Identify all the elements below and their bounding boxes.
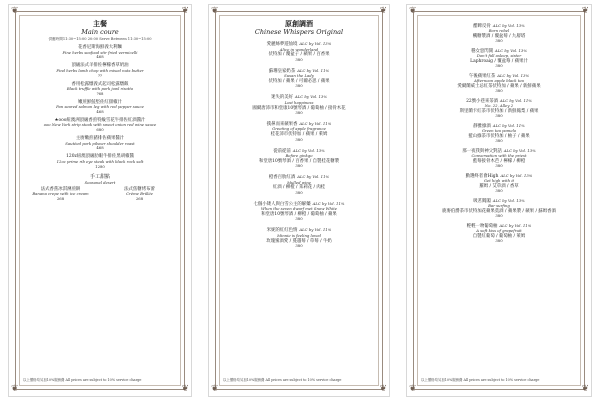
cocktail-name: 勤選終者會High	[465, 173, 499, 179]
dish-list	[21, 45, 179, 169]
cocktail-item	[419, 224, 579, 244]
dish-price: 468	[96, 145, 104, 151]
cocktail-name-en: Don't fall asleep, sister	[476, 53, 522, 58]
cocktail-abv: ALC by Vol. 11%	[299, 120, 332, 126]
page-title: 主餐	[93, 19, 107, 28]
cocktail-name: 七個小矮人與白雪公主的解藥	[253, 201, 311, 207]
cocktail-name-en: Susan the Lady	[284, 73, 314, 79]
cocktail-abv: ALC by Vol. 13%	[292, 147, 325, 153]
dish-name-en: Pan seared salmon leg with red pepper sauce	[56, 104, 144, 110]
cocktail-abv: ALC by Vol. 11%	[492, 122, 525, 128]
cocktail-ingredients: 藍莓接骨木芭 / 檸檬 / 柳橙	[472, 158, 526, 164]
cocktail-item	[419, 24, 579, 44]
cocktail-name: 靜雅綠酒	[473, 123, 491, 129]
corner-ornament-icon: ❦	[581, 384, 589, 394]
corner-ornament-icon: ❦	[379, 384, 387, 394]
cocktail-item	[419, 174, 579, 194]
cocktail-abv: ALC by Vol. 13%	[497, 72, 530, 78]
dish-price: 468	[96, 54, 104, 60]
cocktail-ingredients: 和堂唐10號琴酒 / 柳橙 / 葡萄柚 / 蘋果	[261, 211, 337, 217]
cocktail-abv: ALC by Vol. 13%	[495, 47, 527, 53]
cocktail-name-en: Minnie is feeling loved	[277, 232, 321, 238]
cocktail-ingredients: 紅酒 / 柳橙 / 茉莉花 / 肉桂	[272, 185, 326, 191]
menu-page-main-course	[8, 4, 192, 397]
cocktail-ingredients: 愛爾蘭威士忌紅茶伏特加 / 蘋果 / 新鮮蘋果	[457, 83, 541, 89]
cocktail-price: 380	[295, 109, 303, 115]
cocktail-content	[419, 19, 579, 384]
dessert-name-en: Crème Brûlée	[126, 190, 153, 196]
cocktail-price: 380	[295, 242, 303, 248]
cocktail-name-en: Mulled wine	[287, 179, 311, 185]
cocktail-name-en: When the seven dwarf met Snow White	[261, 206, 337, 212]
dish-price: ??	[97, 72, 103, 78]
cocktail-name-en: Conversation with the priest	[471, 153, 527, 158]
dessert-list	[21, 187, 179, 202]
dessert-price: 268	[135, 195, 144, 201]
dessert-name-en: Banana crepe with ice cream	[32, 190, 89, 196]
dish-name-zh: 主廚嫩煎豬排佐蘋果醬汁	[75, 136, 125, 142]
cocktail-price: 380	[295, 216, 303, 222]
corner-ornament-icon: ❦	[181, 6, 189, 16]
cocktail-price: 380	[495, 163, 503, 169]
cocktail-item	[419, 49, 579, 69]
menu-item	[21, 63, 179, 78]
cocktail-ingredients: 伏特加 / 蘋果 / 可爾必思 / 蘋果	[268, 78, 330, 84]
cocktail-name: 午後蘋果紅茶	[468, 73, 496, 79]
dish-price: 1280	[95, 163, 105, 169]
dish-price: 680	[96, 127, 104, 133]
cocktail-name: 穩女惡閃開	[471, 48, 494, 54]
corner-ornament-icon: ❦	[581, 6, 589, 16]
service-charge-note: 以上價格均另加10%服務費 All prices are subject to 10% service charge	[23, 378, 142, 382]
cocktail-name-en: No. 22, Alley 2	[484, 103, 514, 108]
cocktail-item	[419, 99, 579, 119]
corner-ornament-icon: ❦	[211, 6, 219, 16]
cocktail-abv: ALC by Vol. 13%	[492, 22, 525, 28]
cocktail-abv: ALC by Vol. 11%	[312, 200, 345, 206]
cocktail-ingredients: 和堂唐10號琴酒 / 百香果 / 自製桂花糖漿	[259, 158, 339, 164]
cocktail-content	[221, 19, 377, 384]
cocktail-name: 迷失的美好	[271, 95, 294, 101]
dish-name-en: ooo New York strip steak with sweet onion red wine sauce	[43, 122, 157, 128]
corner-ornament-icon: ❦	[379, 6, 387, 16]
cocktail-item	[221, 122, 377, 142]
cocktail-name: 22號小巷來茶酒	[466, 98, 499, 104]
cocktail-name: 輕輕一吻葡萄柚	[466, 223, 498, 229]
cocktail-abv: ALC by Vol. 13%	[503, 147, 536, 153]
dish-name-zh: 120z紐澳頂級肋眼牛排佐黑胡椒醬	[66, 154, 134, 160]
cocktail-name: 從前從前	[273, 148, 291, 154]
cocktail-ingredients: 鹿麥伯爵茶市伏特加花蘋果莫酒 / 蘋果漿 / 蘋果 / 蘇姆香酒	[442, 208, 556, 214]
cocktail-name-en: Before ginkgo	[285, 152, 313, 158]
cocktail-name: 愛麗絲夢遊仙境	[266, 42, 298, 48]
cocktail-abv: ALC by Vol. 11%	[297, 174, 330, 180]
cocktail-name: 蘇珊皇家奶茶	[268, 68, 296, 74]
corner-ornament-icon: ❦	[211, 384, 219, 394]
cocktail-name-en: Greeting of apple fragrance	[272, 126, 326, 132]
cocktail-name: 橙香百肋紅酒	[268, 175, 296, 181]
cocktail-price: 380	[295, 83, 303, 89]
cocktail-abv: ALC by Vol. 13%	[295, 94, 327, 100]
dessert-item	[21, 187, 100, 202]
cocktail-abv: ALC by Vol. 11%	[299, 227, 332, 233]
cocktail-name-en: Bar surfing	[488, 203, 510, 208]
cocktail-price: 380	[495, 88, 503, 94]
cocktail-name: 吸茗閻閣	[473, 198, 491, 204]
menu-item	[21, 136, 179, 151]
cocktail-ingredients: 羅姆 / 艾草酒 / 香草	[479, 183, 519, 189]
dish-name-en: 12oz prime rib eye steak with black rock salt	[56, 158, 144, 164]
cocktail-ingredients: 自製紅葡萄 / 葡萄柚 / 萊姆	[472, 233, 526, 239]
cocktail-item	[419, 149, 579, 169]
menu-page-cocktails-1	[208, 4, 390, 397]
cocktail-price: 380	[495, 188, 503, 194]
menu-item	[21, 82, 179, 97]
page-title: 原創調酒	[285, 19, 313, 28]
cocktail-name: 米妮的紅紅色情	[266, 228, 298, 234]
page-subtitle: Chinese Whispers Original	[254, 28, 344, 36]
cocktail-price: 380	[295, 163, 303, 169]
cocktail-abv: ALC by Vol. 11%	[297, 67, 330, 73]
cocktail-ingredients: 玫瑰蜜酒愛 / 蔓越莓 / 草莓 / 牛奶	[266, 238, 332, 244]
cocktail-item	[221, 175, 377, 195]
corner-ornament-icon: ❦	[11, 384, 19, 394]
cocktail-name-en: Afternoon apple black tea	[474, 78, 524, 83]
cocktail-ingredients: 楓糖漿酒 / 覆盆莓 / 九層塔	[472, 33, 526, 39]
cocktail-name-en: Born rebel	[488, 28, 510, 33]
cocktail-item	[221, 42, 377, 62]
corner-ornament-icon: ❦	[181, 384, 189, 394]
dish-name-en: Fine herbs seafood stir fried vermicelli	[62, 49, 138, 55]
main-course-content	[21, 19, 179, 384]
service-charge-note: 以上價格均另加10%服務費 All prices are subject to 10% service charge	[223, 378, 342, 382]
cocktail-abv: ALC by Vol. 11%	[499, 222, 532, 228]
cocktail-item	[419, 124, 579, 144]
corner-ornament-icon: ❦	[409, 384, 417, 394]
cocktail-name-en: Lost happiness	[284, 99, 314, 105]
cocktail-price: 380	[495, 63, 503, 69]
dessert-heading: 手工甜點 Seasonal desert	[84, 174, 116, 185]
dish-name-zh: 香用松露燉義式起司松露燉飯	[71, 81, 129, 87]
cocktail-abv: ALC by Vol. 13%	[299, 41, 332, 47]
cocktail-price: 380	[495, 113, 503, 119]
cocktail-price: 380	[295, 189, 303, 195]
cocktail-price: 380	[495, 138, 503, 144]
cocktail-abv: ALC by Vol. 13%	[492, 197, 525, 203]
service-charge-note: 以上價格均另加10%服務費 All prices are subject to 10% service charge	[421, 378, 540, 382]
cocktail-price: 380	[495, 213, 503, 219]
cocktail-item	[419, 74, 579, 94]
dessert-name-zh: 法式香蕉冰淇淋煎餅	[40, 186, 81, 192]
cocktail-name: 那一夜我與神父對話	[462, 148, 502, 154]
cocktail-price: 380	[295, 136, 303, 142]
corner-ornament-icon: ❦	[11, 6, 19, 16]
cocktail-price: 380	[295, 56, 303, 62]
menu-page-cocktails-2	[406, 4, 592, 397]
dish-name-zh: 頂級法式羊排佐檸檬香草奶油	[71, 63, 129, 69]
dish-name-en: Black truffle with pork jowl risotto	[66, 85, 134, 91]
dish-name-zh: 花香尼斯海鮮義大利麵	[78, 45, 122, 51]
cocktail-abv: ALC by Vol. 13%	[500, 172, 533, 178]
dessert-price: 268	[56, 195, 65, 201]
cocktail-ingredients: 國爾唐沛市和堂康10號琴酒 / 葡萄柚 / 接骨木花	[252, 105, 346, 111]
cocktail-abv: ALC by Vol. 11%	[500, 97, 532, 103]
cocktail-price: 380	[495, 38, 503, 44]
cocktail-ingredients: Laphroaig / 覆盆莓 / 蘋果汁	[470, 58, 528, 64]
dish-name-zh: 嫩煎鮮鮭堅佐紅甜椒汁	[78, 99, 122, 105]
dish-name-en: Find herbs lamb chop with mixed nuts butter	[56, 67, 144, 73]
cocktail-name-en: Alice in wonderland	[279, 46, 319, 52]
page-subtitle: Main coure	[81, 28, 119, 36]
cocktail-item	[221, 149, 377, 169]
cocktail-item	[221, 228, 377, 248]
dessert-item	[100, 187, 179, 202]
menu-item	[21, 45, 179, 60]
menu-item	[21, 100, 179, 115]
dish-price: ?68	[96, 90, 104, 96]
dish-name-zh: ★ooo紐澳洲頂級香煎特級雪花牛排佐紅酒醬汁	[54, 117, 146, 123]
cocktail-name: 撲鼻而來蘋果香	[266, 121, 298, 127]
cocktail-item	[221, 95, 377, 115]
cocktail-name-en: Green tea pomelo	[481, 128, 517, 133]
cocktail-ingredients: 伏特加 / 覆盆子 / 蘋果 / 百香果	[268, 52, 330, 58]
cocktail-list	[419, 24, 579, 244]
dish-price: 468	[96, 108, 104, 114]
serving-hours: 供應時間11:30~15:00 20:00 Serve Between 11:30~15:00	[48, 37, 152, 41]
cocktail-ingredients: 桂花沛市伏特加 / 蘋果 / 萊姆	[270, 132, 328, 138]
dish-name-en: Sautéed pork pilsner shoulder roast	[65, 140, 135, 146]
corner-ornament-icon: ❦	[409, 6, 417, 16]
cocktail-name-en: Get high with it	[483, 178, 515, 183]
cocktail-name: 醋睥反骨	[473, 23, 491, 29]
cocktail-ingredients: 斯里蘭卡紅茶市伏特加 / 新鮮鳳梨 / 蘋果	[459, 108, 539, 114]
menu-item	[21, 154, 179, 169]
cocktail-item	[221, 69, 377, 89]
cocktail-name-en: A soft kiss of grapefruit	[476, 228, 522, 233]
cocktail-item	[221, 202, 377, 222]
dessert-name-zh: 法式焦糖烤布蕾	[124, 186, 155, 192]
cocktail-price: 380	[495, 238, 503, 244]
menu-item	[21, 118, 179, 133]
cocktail-ingredients: 藍山綠茶市伏特加 / 柚子 / 蘋果	[468, 133, 530, 139]
cocktail-item	[419, 199, 579, 219]
cocktail-list	[221, 42, 377, 249]
